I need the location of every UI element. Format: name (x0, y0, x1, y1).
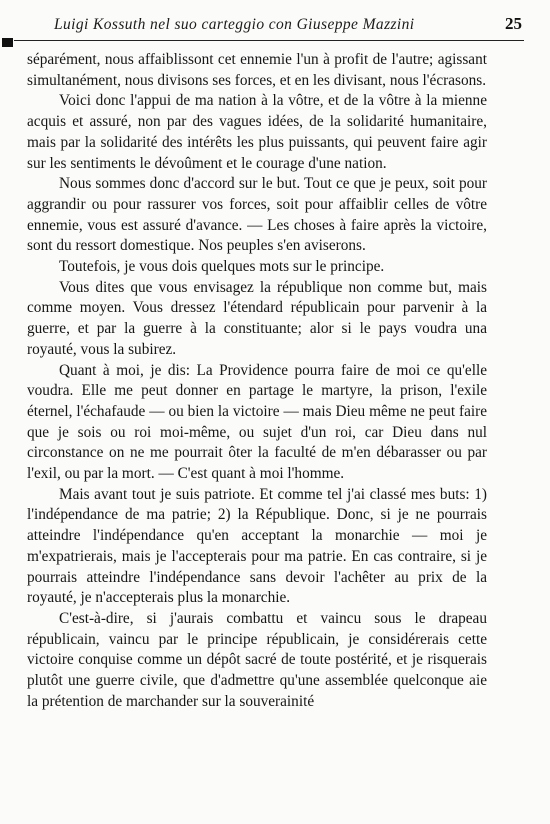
paragraph: Nous sommes donc d'accord sur le but. Tout ce que je peux, soit pour aggrandir ou pour rassurer vos forces, soit pour affaiblir celles de vôtre ennemie, vous est assuré d'avance. — Les choses à faire après la victoire, sont du ressort domestique. Nos peuples s'en aviserons. (27, 175, 487, 255)
paragraph: Voici donc l'appui de ma nation à la vôtre, et de la vôtre à la mienne acquis et assuré, non par des vagues idées, de la solidarité humanitaire, mais par la solidarité des intérêts les plus puissants, qui peuvent faire agir sur les sentiments le dévoûment et le courage d'une nation. (27, 92, 487, 172)
paragraph: séparément, nous affaiblissont cet ennemie l'un à profit de l'autre; agissant simultanément, nous divisons ses forces, et en les divisant, nous l'écrasons. (27, 51, 487, 89)
paragraph: Toutefois, je vous dois quelques mots sur le principe. (59, 258, 385, 276)
header-rule (14, 40, 524, 41)
page-header (14, 12, 526, 40)
running-title: Luigi Kossuth nel suo carteggio con Giuseppe Mazzini (54, 16, 415, 33)
paragraph: C'est-à-dire, si j'aurais combattu et vaincu sous le drapeau républicain, vaincu par le principe républicain, je considérerais cette victoire conquise comme un dépôt sacré de toute postérité, et je risquerais plutôt une guerre civile, que d'admettre qu'une assemblée quelconque aie la prétention de marchander sur la souverainité (27, 609, 487, 710)
body-text (27, 50, 487, 713)
page-number: 25 (505, 14, 522, 33)
paragraph: Quant à moi, je dis: La Providence pourra faire de moi ce qu'elle voudra. Elle me peut donner en partage le martyre, la prison, l'exile éternel, l'échafaude — ou bien la victoire — mais Dieu même ne peut faire que je sois ou roi moi-même, ou sujet d'un roi, car Dieu dans nul circonstance on ne me pourrait ôter la faculté de m'en débarasser ou par l'exil, ou par la mort. — C'est quant à moi l'homme. (27, 361, 487, 483)
paragraph: Mais avant tout je suis patriote. Et comme tel j'ai classé mes buts: 1) l'indépendance de ma patrie; 2) la République. Donc, si je ne pourrais atteindre l'indépendance qu'en acceptant la monarchie — moi je m'expatrierais, mais je l'accepterais pour ma patrie. En cas contraire, si je pourrais atteindre l'indépendance sans devoir l'achêter au prix de la royauté, je n'accepterais plus la monarchie. (27, 485, 487, 607)
margin-ink-mark (2, 38, 13, 47)
paragraph: Vous dites que vous envisagez la république non comme but, mais comme moyen. Vous dressez l'étendard républicain pour parvenir à la guerre, et par la guerre à la constituante; alor si le pays voudra una royauté, vous la subirez. (27, 278, 487, 358)
